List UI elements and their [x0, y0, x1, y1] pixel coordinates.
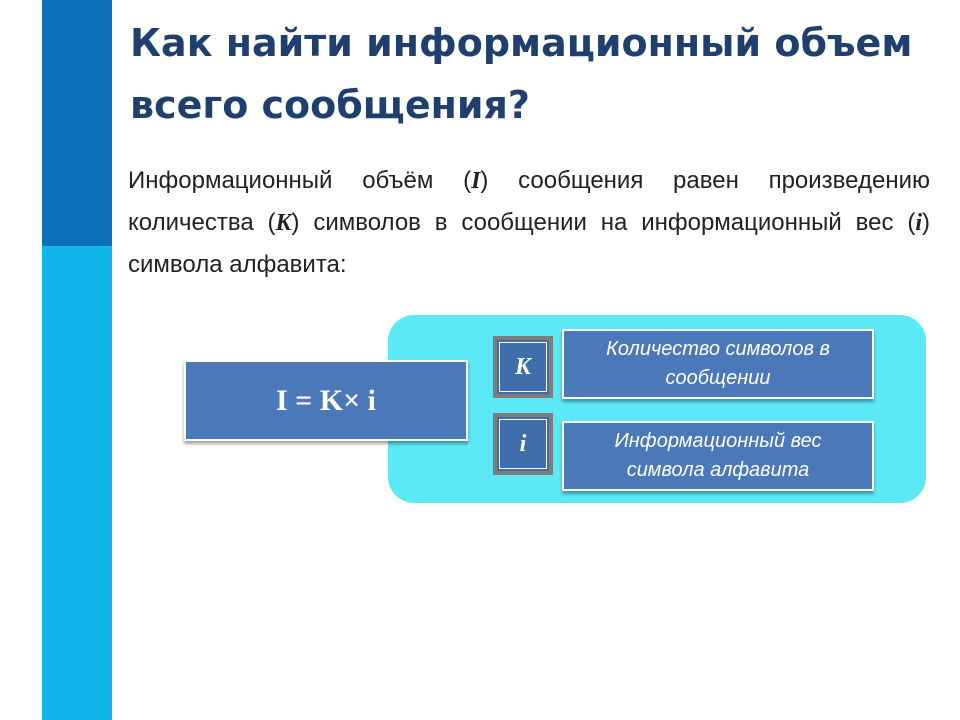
legend-description-K — [562, 329, 874, 399]
symbol-box-K-label: K — [514, 353, 531, 380]
symbol-I: I — [471, 168, 481, 194]
definition-paragraph — [128, 160, 930, 285]
formula-box — [184, 360, 468, 441]
paragraph-text-1: Информационный объём ( — [128, 167, 472, 194]
slide-title: Как найти информационный объем всего сообщения? — [130, 21, 913, 127]
sidebar-accent-light — [42, 246, 112, 720]
symbol-box-K — [493, 336, 553, 398]
paragraph-text-4: ) символа алфавита: — [128, 209, 930, 278]
paragraph-text-2: ) сообщения равен произведению количества ( — [128, 167, 930, 236]
sidebar-accent-dark — [42, 0, 112, 246]
symbol-box-i-label: i — [519, 430, 527, 457]
symbol-K: K — [275, 210, 292, 236]
legend-description-K-text: Количество символов в сообщении — [606, 338, 830, 389]
legend-description-i — [562, 421, 874, 491]
symbol-box-i — [493, 413, 553, 475]
symbol-i: i — [915, 210, 922, 236]
paragraph-text-3: ) символов в сообщении на информационный вес ( — [291, 209, 916, 236]
legend-description-i-text: Информационный вес символа алфавита — [614, 430, 822, 481]
formula-text: I = K× i — [275, 383, 377, 417]
